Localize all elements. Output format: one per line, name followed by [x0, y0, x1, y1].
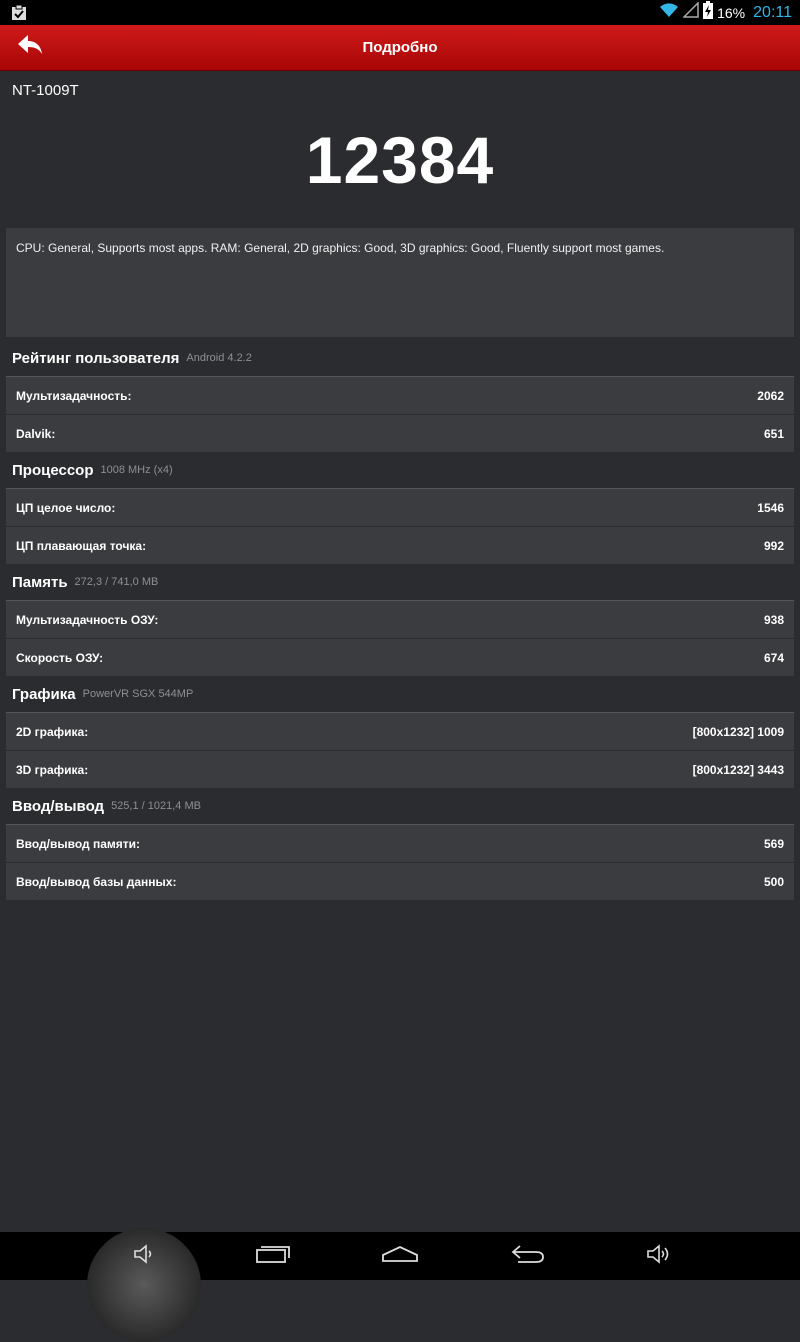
description-text: CPU: General, Supports most apps. RAM: General, 2D graphics: Good, 3D graphics: Good, Fluently support most games. [16, 241, 665, 255]
home-icon [381, 1245, 419, 1268]
back-icon [510, 1244, 546, 1269]
score-row [6, 638, 794, 676]
section-title: Память [12, 573, 68, 591]
row-value: 1546 [757, 500, 784, 515]
signal-icon [683, 2, 699, 23]
score-sections [6, 340, 794, 900]
section-subtitle: PowerVR SGX 544MP [82, 688, 194, 700]
score-row [6, 376, 794, 414]
row-label: Ввод/вывод базы данных: [16, 874, 177, 889]
app-bar [0, 25, 800, 70]
section-title: Процессор [12, 461, 94, 479]
status-bar [0, 0, 800, 25]
section-title: Рейтинг пользователя [12, 349, 180, 367]
section-subtitle: Android 4.2.2 [186, 352, 252, 364]
clipboard-check-icon [10, 4, 28, 21]
score-row [6, 824, 794, 862]
back-nav-button[interactable] [488, 1232, 568, 1280]
score-row [6, 526, 794, 564]
score-row [6, 488, 794, 526]
wifi-icon [659, 2, 679, 23]
row-value: 674 [763, 650, 784, 665]
section-subtitle: 525,1 / 1021,4 MB [111, 800, 201, 812]
volume-down-icon [132, 1243, 156, 1270]
section-header [6, 676, 794, 712]
score-row [6, 712, 794, 750]
row-label: Скорость ОЗУ: [16, 650, 104, 665]
score-row [6, 600, 794, 638]
score-row [6, 862, 794, 900]
row-value: 569 [763, 836, 784, 851]
row-value: 500 [763, 874, 784, 889]
description-box [6, 228, 794, 337]
battery-charging-icon [703, 1, 713, 24]
row-label: Мультизадачность: [16, 388, 132, 403]
section-title: Графика [12, 685, 76, 703]
row-value: 651 [763, 426, 784, 441]
row-label: Мультизадачность ОЗУ: [16, 612, 159, 627]
recent-apps-icon [255, 1244, 291, 1269]
section-header [6, 340, 794, 376]
status-time: 20:11 [753, 3, 792, 21]
volume-down-button[interactable] [104, 1232, 184, 1280]
row-value: 992 [763, 538, 784, 553]
device-name: NT-1009T [12, 82, 79, 99]
total-score: 12384 [305, 123, 495, 197]
section-header [6, 788, 794, 824]
section-title: Ввод/вывод [12, 797, 105, 815]
row-label: Ввод/вывод памяти: [16, 836, 141, 851]
score-row [6, 750, 794, 788]
battery-percent: 16% [717, 4, 746, 21]
row-value: 2062 [757, 388, 784, 403]
row-value: [800x1232] 3443 [692, 762, 784, 777]
row-value: 938 [763, 612, 784, 627]
row-label: 2D графика: [16, 724, 89, 739]
row-label: ЦП целое число: [16, 500, 116, 515]
section-header [6, 564, 794, 600]
section-header [6, 452, 794, 488]
row-label: ЦП плавающая точка: [16, 538, 147, 553]
home-button[interactable] [360, 1232, 440, 1280]
row-label: Dalvik: [16, 426, 56, 441]
row-value: [800x1232] 1009 [692, 724, 784, 739]
recent-apps-button[interactable] [233, 1232, 313, 1280]
page-title: Подробно [362, 39, 438, 56]
score-row [6, 414, 794, 452]
section-subtitle: 1008 MHz (x4) [100, 464, 173, 476]
section-subtitle: 272,3 / 741,0 MB [74, 576, 159, 588]
volume-up-button[interactable] [618, 1232, 698, 1280]
row-label: 3D графика: [16, 762, 89, 777]
volume-up-icon [645, 1243, 671, 1270]
navigation-bar [0, 1232, 800, 1280]
